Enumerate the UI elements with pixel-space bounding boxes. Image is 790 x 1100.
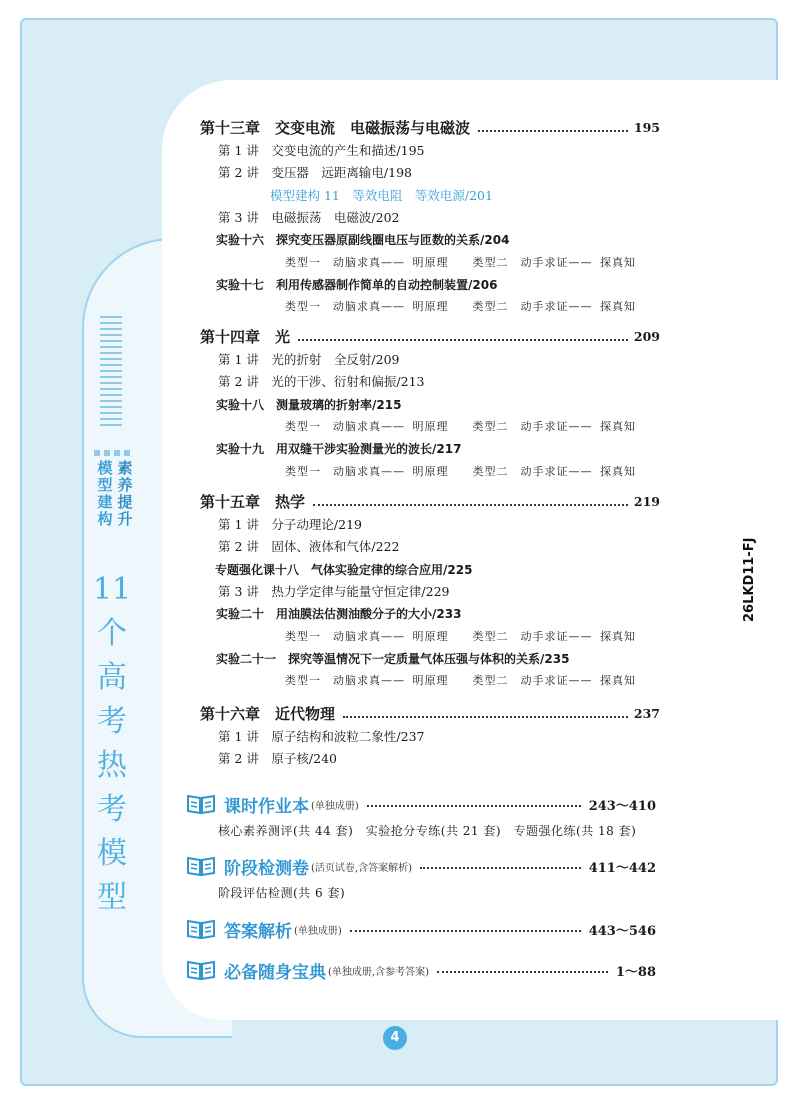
section-contents: 阶段评估检测(共 6 套) xyxy=(218,886,346,900)
leader-dots xyxy=(350,930,581,932)
section-title: 阶段检测卷 xyxy=(224,858,309,879)
toc-entry[interactable]: 第 2 讲 变压器 远距离输电/198 xyxy=(218,165,412,181)
toc-entry[interactable]: 第 1 讲 原子结构和波粒二象性/237 xyxy=(218,729,425,744)
entry-subtypes: 类型一 动脑求真—— 明原理 类型二 动手求证—— 探真知 xyxy=(285,629,636,643)
chapter-heading[interactable] xyxy=(200,490,660,512)
toc-entry[interactable]: 实验十七 利用传感器制作简单的自动控制装置/206 xyxy=(216,277,498,292)
side-code: 26LKD11-FJ xyxy=(742,537,757,623)
toc-entry[interactable]: 实验十六 探究变压器原副线圈电压与匝数的关系/204 xyxy=(216,233,510,248)
toc-entry[interactable]: 实验十八 测量玻璃的折射率/215 xyxy=(216,397,402,412)
side-title: 11个高考热考模型 xyxy=(92,572,132,915)
section-page: 443～546 xyxy=(588,923,656,939)
toc-entry[interactable]: 第 1 讲 光的折射 全反射/209 xyxy=(218,352,400,367)
chapter-title: 第十五章 热学 xyxy=(200,492,306,511)
entry-subtypes: 类型一 动脑求真—— 明原理 类型二 动手求证—— 探真知 xyxy=(285,464,636,478)
section-title: 答案解析 xyxy=(224,921,292,942)
entry-subtypes: 类型一 动脑求真—— 明原理 类型二 动手求证—— 探真知 xyxy=(285,419,636,433)
section-heading[interactable] xyxy=(186,955,656,985)
book-icon xyxy=(186,918,216,940)
leader-dots xyxy=(478,130,628,132)
chapter-title: 第十四章 光 xyxy=(200,327,291,346)
section-contents: 核心素养测评(共 44 套) 实验抢分专练(共 21 套) 专题强化练(共 18 套) xyxy=(218,824,637,838)
leader-dots xyxy=(343,716,628,718)
chapter-heading[interactable] xyxy=(200,702,660,724)
toc-entry[interactable]: 第 2 讲 光的干涉、衍射和偏振/213 xyxy=(218,374,425,390)
section-heading[interactable] xyxy=(186,789,656,819)
leader-dots xyxy=(298,339,628,341)
leader-dots xyxy=(437,971,608,973)
toc-entry[interactable]: 第 2 讲 原子核/240 xyxy=(218,751,337,767)
section-note: (活页试卷,含答案解析) xyxy=(311,862,412,874)
section-note: (单独成册,含参考答案) xyxy=(328,966,429,978)
chapter-page: 237 xyxy=(633,705,660,721)
side-tag-col1: 模型建构 xyxy=(97,459,113,528)
section-heading[interactable] xyxy=(186,851,656,881)
leader-dots xyxy=(367,805,581,807)
section-note: (单独成册) xyxy=(311,800,359,812)
toc-entry[interactable]: 模型建构 11 等效电阻 等效电源/201 xyxy=(270,187,493,203)
toc-entry[interactable]: 第 3 讲 电磁振荡 电磁波/202 xyxy=(218,209,400,225)
leader-dots xyxy=(420,867,581,869)
chapter-heading[interactable] xyxy=(200,325,660,347)
book-icon xyxy=(186,959,216,981)
entry-subtypes: 类型一 动脑求真—— 明原理 类型二 动手求证—— 探真知 xyxy=(285,300,636,314)
book-icon xyxy=(186,793,216,815)
section-title: 必备随身宝典 xyxy=(224,962,326,983)
section-page: 243～410 xyxy=(588,798,656,814)
section-title: 课时作业本 xyxy=(224,796,309,817)
section-page: 411～442 xyxy=(588,860,656,876)
chapter-page: 219 xyxy=(633,493,660,509)
toc-entry[interactable]: 实验二十 用油膜法估测油酸分子的大小/233 xyxy=(216,607,462,622)
page-number: 4 xyxy=(383,1026,407,1050)
entry-subtypes: 类型一 动脑求真—— 明原理 类型二 动手求证—— 探真知 xyxy=(285,674,636,688)
book-icon xyxy=(186,855,216,877)
toc-entry[interactable]: 第 3 讲 热力学定律与能量守恒定律/229 xyxy=(218,583,450,599)
toc-entry[interactable]: 专题强化课十八 气体实验定律的综合应用/225 xyxy=(215,562,473,577)
toc-entry[interactable]: 第 2 讲 固体、液体和气体/222 xyxy=(218,539,400,555)
toc-entry[interactable]: 第 1 讲 交变电流的产生和描述/195 xyxy=(218,143,425,158)
leader-dots xyxy=(313,504,628,506)
section-page: 1～88 xyxy=(615,964,656,980)
side-tag-col2: 素养提升 xyxy=(117,459,133,528)
toc-entry[interactable]: 第 1 讲 分子动理论/219 xyxy=(218,517,362,532)
chapter-page: 195 xyxy=(633,119,660,135)
toc-entry[interactable]: 实验二十一 探究等温情况下一定质量气体压强与体积的关系/235 xyxy=(216,651,570,666)
entry-subtypes: 类型一 动脑求真—— 明原理 类型二 动手求证—— 探真知 xyxy=(285,255,636,269)
chapter-heading[interactable] xyxy=(200,116,660,138)
chapter-page: 209 xyxy=(633,328,660,344)
chapter-title: 第十六章 近代物理 xyxy=(200,704,336,723)
toc-entry[interactable]: 实验十九 用双缝干涉实验测量光的波长/217 xyxy=(216,442,462,457)
section-note: (单独成册) xyxy=(294,925,342,937)
chapter-title: 第十三章 交变电流 电磁振荡与电磁波 xyxy=(200,118,471,137)
section-heading[interactable] xyxy=(186,914,656,944)
